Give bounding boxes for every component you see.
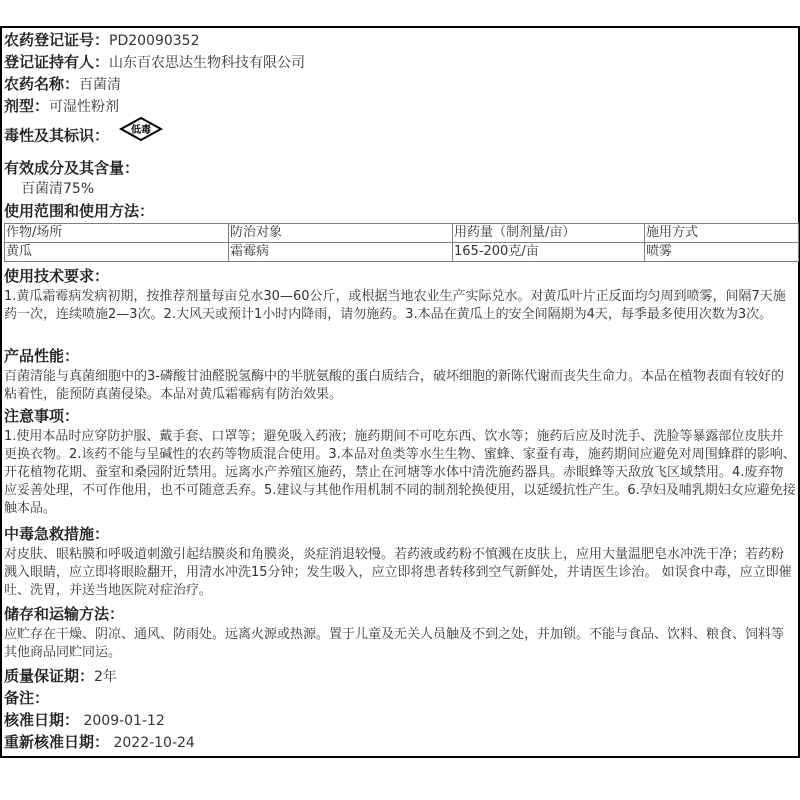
column-header-target: 防治对象	[229, 224, 453, 243]
column-header-method: 施用方式	[645, 224, 799, 243]
first-aid-heading	[4, 524, 796, 545]
approval-date-value: 2009-01-12	[79, 713, 165, 729]
active-ingredient-heading	[4, 158, 796, 179]
cell-method: 喷雾	[645, 243, 799, 262]
formulation-value: 可湿性粉剂	[49, 99, 120, 115]
shelf-life-label: 质量保证期：	[4, 667, 95, 685]
product-performance-text: 百菌清能与真菌细胞中的3-磷酸甘油醛脱氢酶中的半胱氨酸的蛋白质结合，破坏细胞的新陈代谢而丧失生命力。本品在植物表面有较好的粘着性，能预防真菌侵染。本品对黄瓜霜霉病有防治效果。	[4, 369, 784, 402]
pesticide-registration-document	[0, 26, 800, 758]
cell-target: 霜霉病	[229, 243, 453, 262]
formulation-label: 剂型：	[4, 97, 50, 115]
formulation-row	[4, 96, 796, 117]
technical-requirements-label: 使用技术要求：	[4, 267, 110, 285]
toxicity-row	[4, 118, 796, 148]
active-ingredient-label: 有效成分及其含量：	[4, 159, 140, 177]
product-performance-label: 产品性能：	[4, 347, 80, 365]
reapproval-date-row	[4, 732, 796, 753]
shelf-life-row	[4, 666, 796, 687]
pesticide-name-label: 农药名称：	[4, 75, 80, 93]
active-ingredient-value: 百菌清75%	[21, 181, 95, 197]
svg-text:低毒: 低毒	[131, 125, 152, 136]
cell-dosage: 165-200克/亩	[453, 243, 645, 262]
cell-crop: 黄瓜	[5, 243, 229, 262]
usage-table	[4, 223, 799, 262]
registrant-label: 登记证持有人：	[4, 53, 110, 71]
shelf-life-value: 2年	[94, 669, 117, 685]
storage-heading	[4, 604, 796, 625]
precautions-text: 1.使用本品时应穿防护服、戴手套、口罩等；避免吸入药液；施药期间不可吃东西、饮水等；施药后应及时洗手、洗脸等暴露部位皮肤并更换衣物。2.该药不能与呈碱性的农药等物质混合使用。3.本品对鱼类等水生生物、蜜蜂、家蚕有毒，施药期间应避免对周围蜂群的影响、开花植物花期、蚕室和桑园附近禁用。远离水产养殖区施药，禁止在河塘等水体中清洗施药器具。赤眼蜂等天敌放飞区域禁用。4.废弃物应妥善处理，不可作他用，也不可随意丢弃。5.建议与其他作用机制不同的制剂轮换使用，以延缓抗性产生。6.孕妇及哺乳期妇女应避免接触本品。	[4, 429, 796, 516]
registrant-value: 山东百农思达生物科技有限公司	[109, 55, 306, 71]
registration-number-value: PD20090352	[109, 33, 200, 49]
toxicity-label: 毒性及其标识：	[4, 126, 110, 145]
pesticide-name-row	[4, 74, 796, 95]
usage-label: 使用范围和使用方法：	[4, 202, 155, 220]
table-header-row	[5, 224, 799, 243]
column-header-crop: 作物/场所	[5, 224, 229, 243]
remarks-row	[4, 688, 796, 709]
technical-requirements-heading	[4, 266, 796, 287]
remarks-label: 备注：	[4, 689, 50, 707]
registration-number-row	[4, 30, 796, 51]
technical-requirements-text: 1.黄瓜霜霉病发病初期，按推荐剂量每亩兑水30—60公斤，或根据当地农业生产实际兑水。对黄瓜叶片正反面均匀周到喷雾，间隔7天施药一次，连续喷施2—3次。2.大风天或预计1小时内降雨，请勿施药。3.本品在黄瓜上的安全间隔期为4天，每季最多使用次数为3次。	[4, 289, 786, 322]
precautions-heading	[4, 406, 796, 427]
registration-number-label: 农药登记证号：	[4, 31, 110, 49]
precautions-label: 注意事项：	[4, 407, 80, 425]
registrant-row	[4, 52, 796, 73]
reapproval-date-label: 重新核准日期：	[4, 733, 110, 751]
first-aid-text: 对皮肤、眼粘膜和呼吸道刺激引起结膜炎和角膜炎，炎症消退较慢。若药液或药粉不慎溅在皮肤上，应用大量温肥皂水冲洗干净；若药粉溅入眼睛，应立即将眼睑翻开，用清水冲洗15分钟；发生吸入，应立即将患者转移到空气新鲜处，并请医生诊治。 如误食中毒，应立即催吐、洗胃，并送当地医院对症治疗。	[4, 547, 792, 598]
storage-label: 储存和运输方法：	[4, 605, 125, 623]
low-toxicity-diamond-icon	[119, 116, 163, 153]
first-aid-label: 中毒急救措施：	[4, 525, 110, 543]
pesticide-name-value: 百菌清	[79, 77, 122, 93]
reapproval-date-value: 2022-10-24	[109, 735, 195, 751]
active-ingredient-value-row	[4, 179, 796, 199]
approval-date-row	[4, 710, 796, 731]
product-performance-heading	[4, 346, 796, 367]
approval-date-label: 核准日期：	[4, 711, 80, 729]
usage-heading	[4, 201, 796, 222]
column-header-dosage: 用药量（制剂量/亩）	[453, 224, 645, 243]
table-row	[5, 243, 799, 262]
storage-text: 应贮存在干燥、阴凉、通风、防雨处。远离火源或热源。置于儿童及无关人员触及不到之处，并加锁。不能与食品、饮料、粮食、饲料等其他商品同贮同运。	[4, 627, 785, 660]
